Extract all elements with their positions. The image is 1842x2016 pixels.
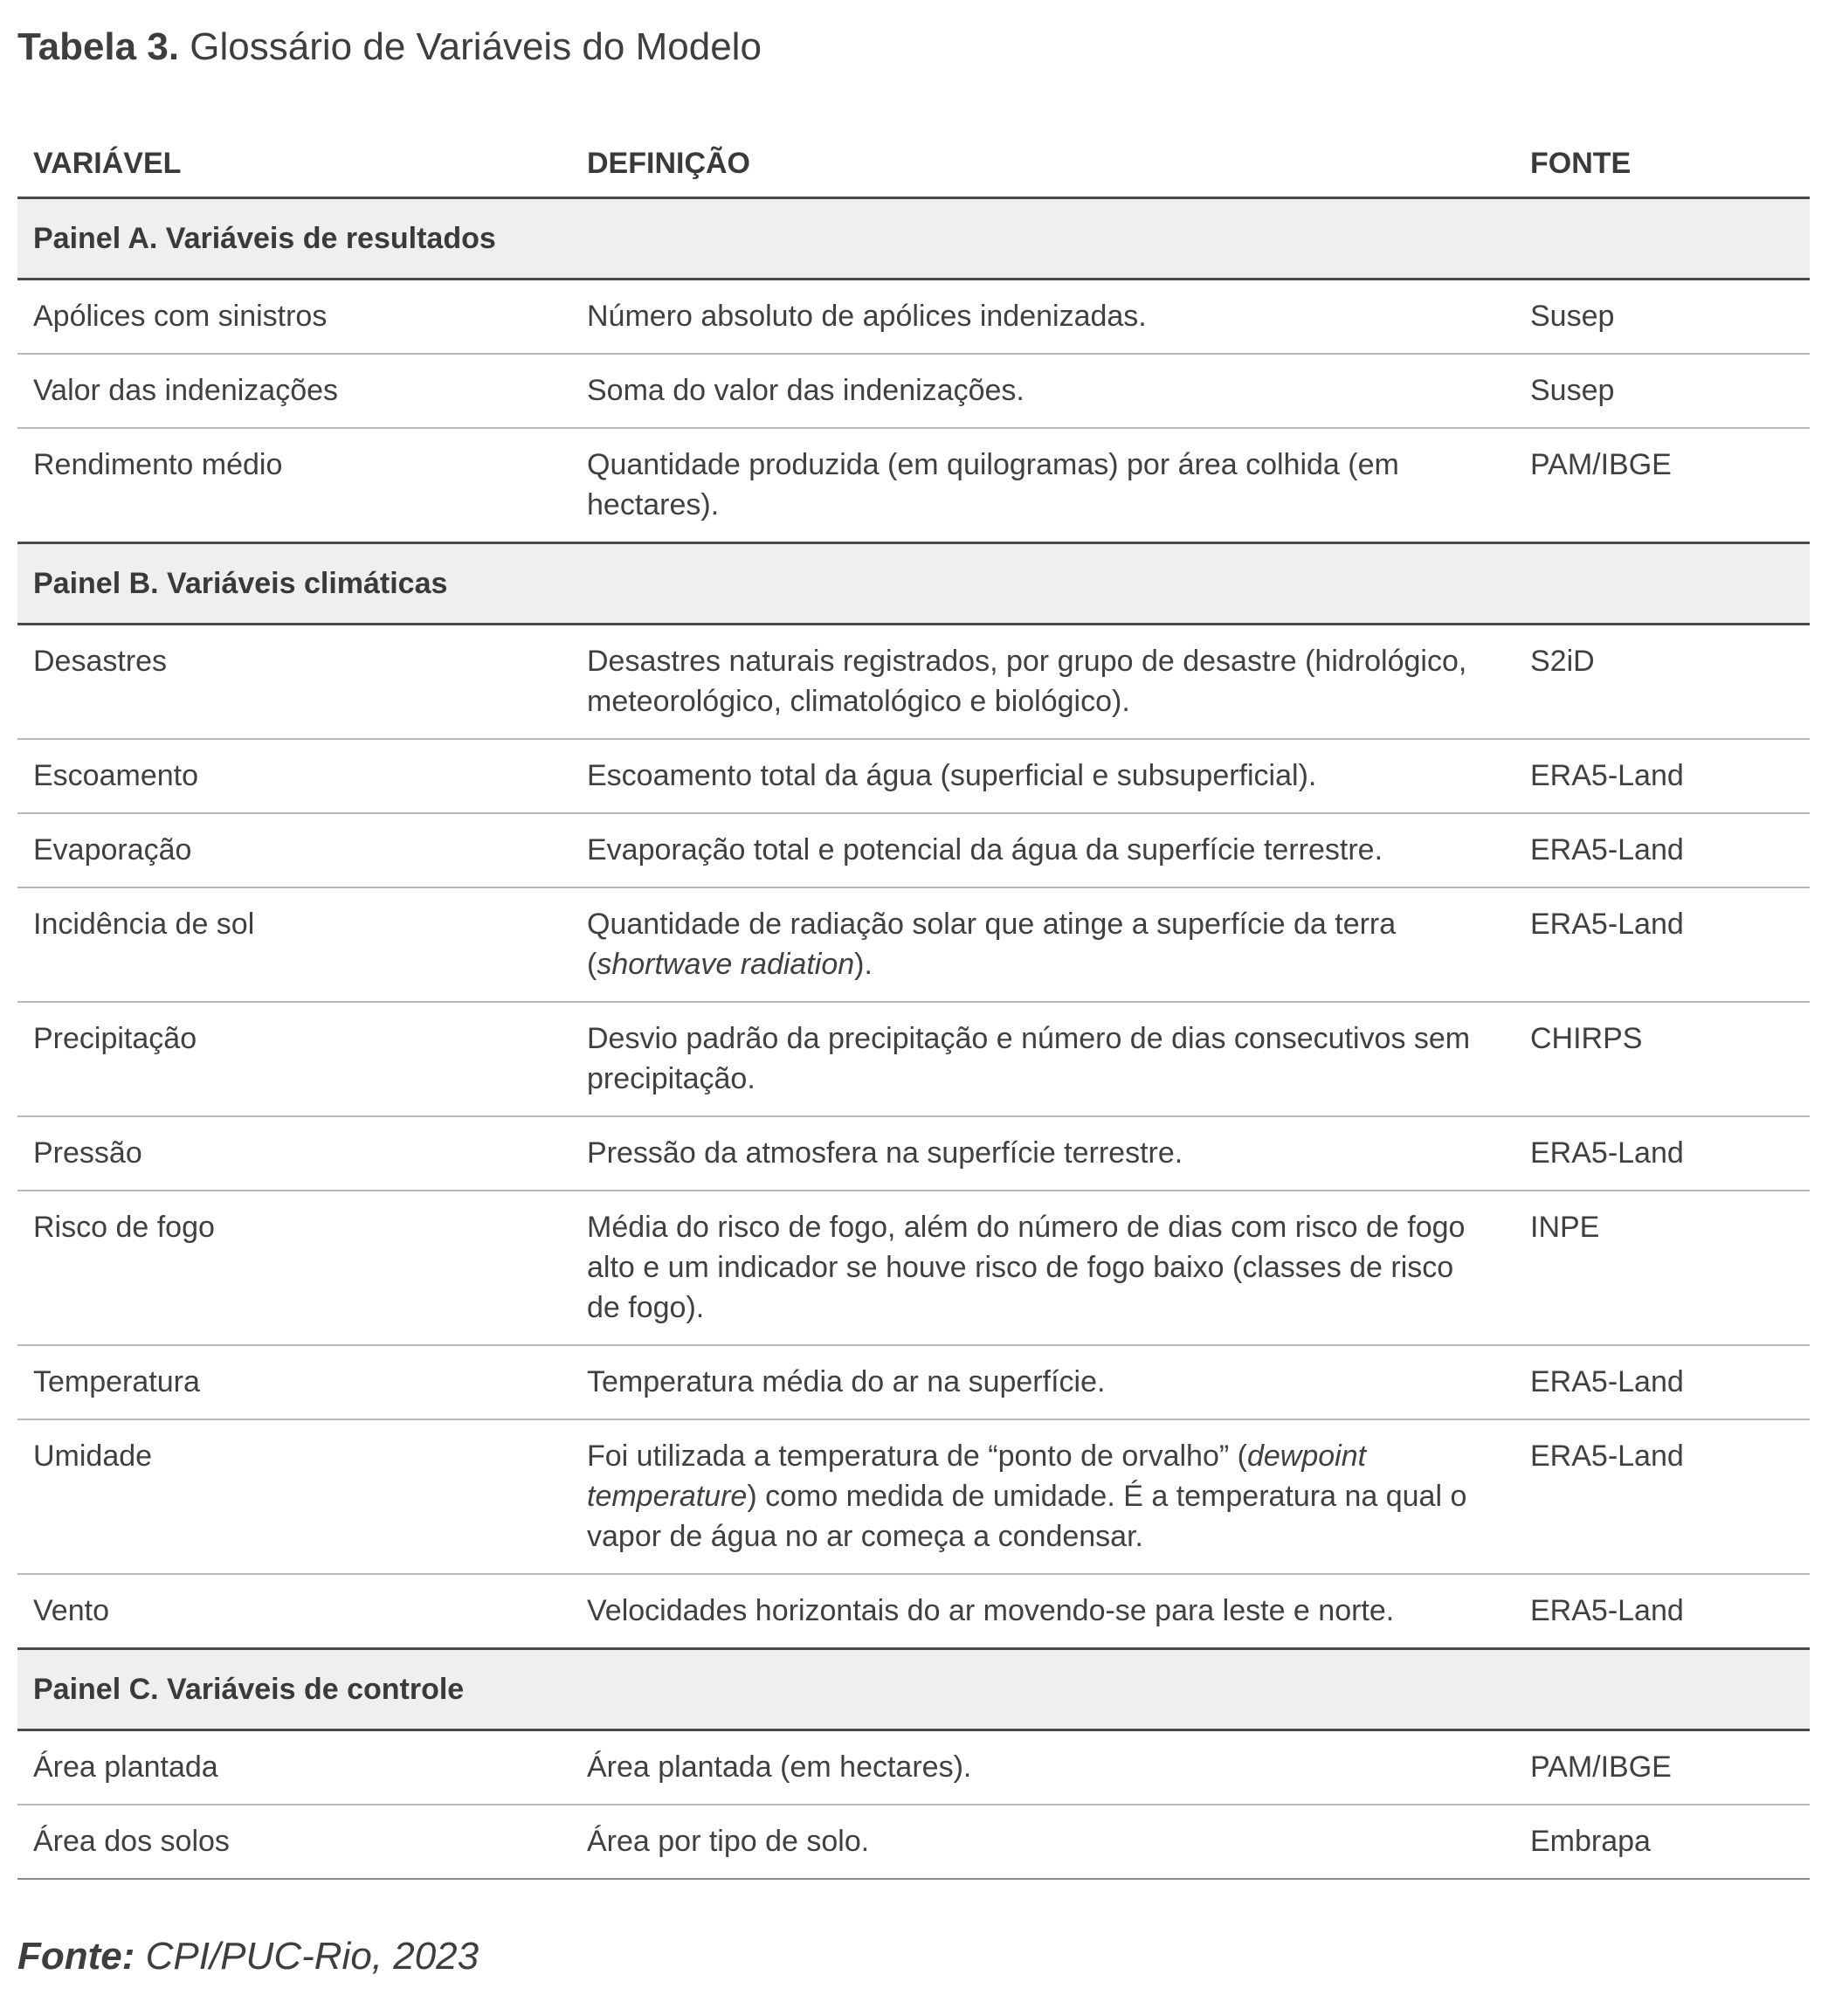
panel-header-b <box>17 543 1810 625</box>
variable-cell: Apólices com sinistros <box>17 280 571 355</box>
definition-text: Foi utilizada a temperatura de “ponto de orvalho” ( <box>587 1440 1247 1473</box>
definition-text: ) como medida de umidade. É a temperatura na qual o vapor de água no ar começa a condensar. <box>587 1480 1467 1553</box>
definition-italic-term: shortwave radiation <box>597 948 855 981</box>
source-cell: Embrapa <box>1514 1805 1810 1879</box>
variable-cell: Pressão <box>17 1116 571 1191</box>
variable-cell: Vento <box>17 1574 571 1649</box>
source-cell: S2iD <box>1514 625 1810 740</box>
variable-cell: Área plantada <box>17 1730 571 1805</box>
source-cell: ERA5-Land <box>1514 1419 1810 1574</box>
table-row <box>17 280 1810 355</box>
source-cell: ERA5-Land <box>1514 1345 1810 1419</box>
variable-cell: Precipitação <box>17 1002 571 1116</box>
variable-cell: Área dos solos <box>17 1805 571 1879</box>
table-row <box>17 1345 1810 1419</box>
variable-cell: Temperatura <box>17 1345 571 1419</box>
table-row <box>17 1002 1810 1116</box>
source-cell: Susep <box>1514 354 1810 428</box>
source-cell: Susep <box>1514 280 1810 355</box>
source-text: CPI/PUC-Rio, 2023 <box>145 1935 479 1978</box>
panel-header-a <box>17 198 1810 280</box>
variable-cell: Risco de fogo <box>17 1191 571 1345</box>
column-header-variable: VARIÁVEL <box>17 131 571 198</box>
table-row <box>17 1730 1810 1805</box>
definition-cell: Pressão da atmosfera na superfície terrestre. <box>571 1116 1514 1191</box>
definition-cell: Escoamento total da água (superficial e subsuperficial). <box>571 739 1514 813</box>
panel-header-c <box>17 1649 1810 1730</box>
source-cell: CHIRPS <box>1514 1002 1810 1116</box>
table-row <box>17 1116 1810 1191</box>
table-row <box>17 1191 1810 1345</box>
definition-cell <box>571 887 1514 1002</box>
table-caption: Glossário de Variáveis do Modelo <box>190 25 762 68</box>
definition-cell: Desastres naturais registrados, por grupo de desastre (hidrológico, meteorológico, climatológico e biológico). <box>571 625 1514 740</box>
definition-text: ). <box>854 948 873 981</box>
source-note <box>17 1929 479 1985</box>
header-row <box>17 131 1810 198</box>
source-cell: PAM/IBGE <box>1514 1730 1810 1805</box>
panel-title: Painel B. Variáveis climáticas <box>17 543 1810 625</box>
variable-cell: Umidade <box>17 1419 571 1574</box>
source-cell: ERA5-Land <box>1514 1116 1810 1191</box>
variable-cell: Incidência de sol <box>17 887 571 1002</box>
table-row <box>17 887 1810 1002</box>
table-row <box>17 354 1810 428</box>
definition-cell: Desvio padrão da precipitação e número de dias consecutivos sem precipitação. <box>571 1002 1514 1116</box>
table-row <box>17 1574 1810 1649</box>
source-cell: ERA5-Land <box>1514 813 1810 887</box>
variable-cell: Desastres <box>17 625 571 740</box>
variable-cell: Escoamento <box>17 739 571 813</box>
column-header-source: FONTE <box>1514 131 1810 198</box>
variable-cell: Evaporação <box>17 813 571 887</box>
source-label: Fonte: <box>17 1935 135 1978</box>
table-number: Tabela 3. <box>17 25 180 68</box>
definition-cell: Soma do valor das indenizações. <box>571 354 1514 428</box>
variable-cell: Rendimento médio <box>17 428 571 543</box>
definition-cell: Quantidade produzida (em quilogramas) por área colhida (em hectares). <box>571 428 1514 543</box>
definition-cell <box>571 1419 1514 1574</box>
table-row <box>17 739 1810 813</box>
column-header-definition: DEFINIÇÃO <box>571 131 1514 198</box>
glossary-table <box>17 131 1810 1880</box>
definition-cell: Número absoluto de apólices indenizadas. <box>571 280 1514 355</box>
table-row <box>17 813 1810 887</box>
panel-title: Painel A. Variáveis de resultados <box>17 198 1810 280</box>
source-cell: ERA5-Land <box>1514 1574 1810 1649</box>
definition-cell: Área por tipo de solo. <box>571 1805 1514 1879</box>
source-cell: PAM/IBGE <box>1514 428 1810 543</box>
source-cell: ERA5-Land <box>1514 887 1810 1002</box>
definition-cell: Média do risco de fogo, além do número de dias com risco de fogo alto e um indicador se houve risco de fogo baixo (classes de risco de fogo). <box>571 1191 1514 1345</box>
definition-cell: Evaporação total e potencial da água da superfície terrestre. <box>571 813 1514 887</box>
source-cell: ERA5-Land <box>1514 739 1810 813</box>
table-title <box>17 19 762 75</box>
definition-italic-term: dewpoint temperature <box>587 1440 1367 1513</box>
definition-cell: Velocidades horizontais do ar movendo-se para leste e norte. <box>571 1574 1514 1649</box>
table-row <box>17 1805 1810 1879</box>
source-cell: INPE <box>1514 1191 1810 1345</box>
table-row <box>17 625 1810 740</box>
panel-title: Painel C. Variáveis de controle <box>17 1649 1810 1730</box>
table-row <box>17 428 1810 543</box>
variable-cell: Valor das indenizações <box>17 354 571 428</box>
definition-cell: Temperatura média do ar na superfície. <box>571 1345 1514 1419</box>
definition-text: Quantidade de radiação solar que atinge a superfície da terra ( <box>587 908 1397 981</box>
definition-cell: Área plantada (em hectares). <box>571 1730 1514 1805</box>
table-row <box>17 1419 1810 1574</box>
